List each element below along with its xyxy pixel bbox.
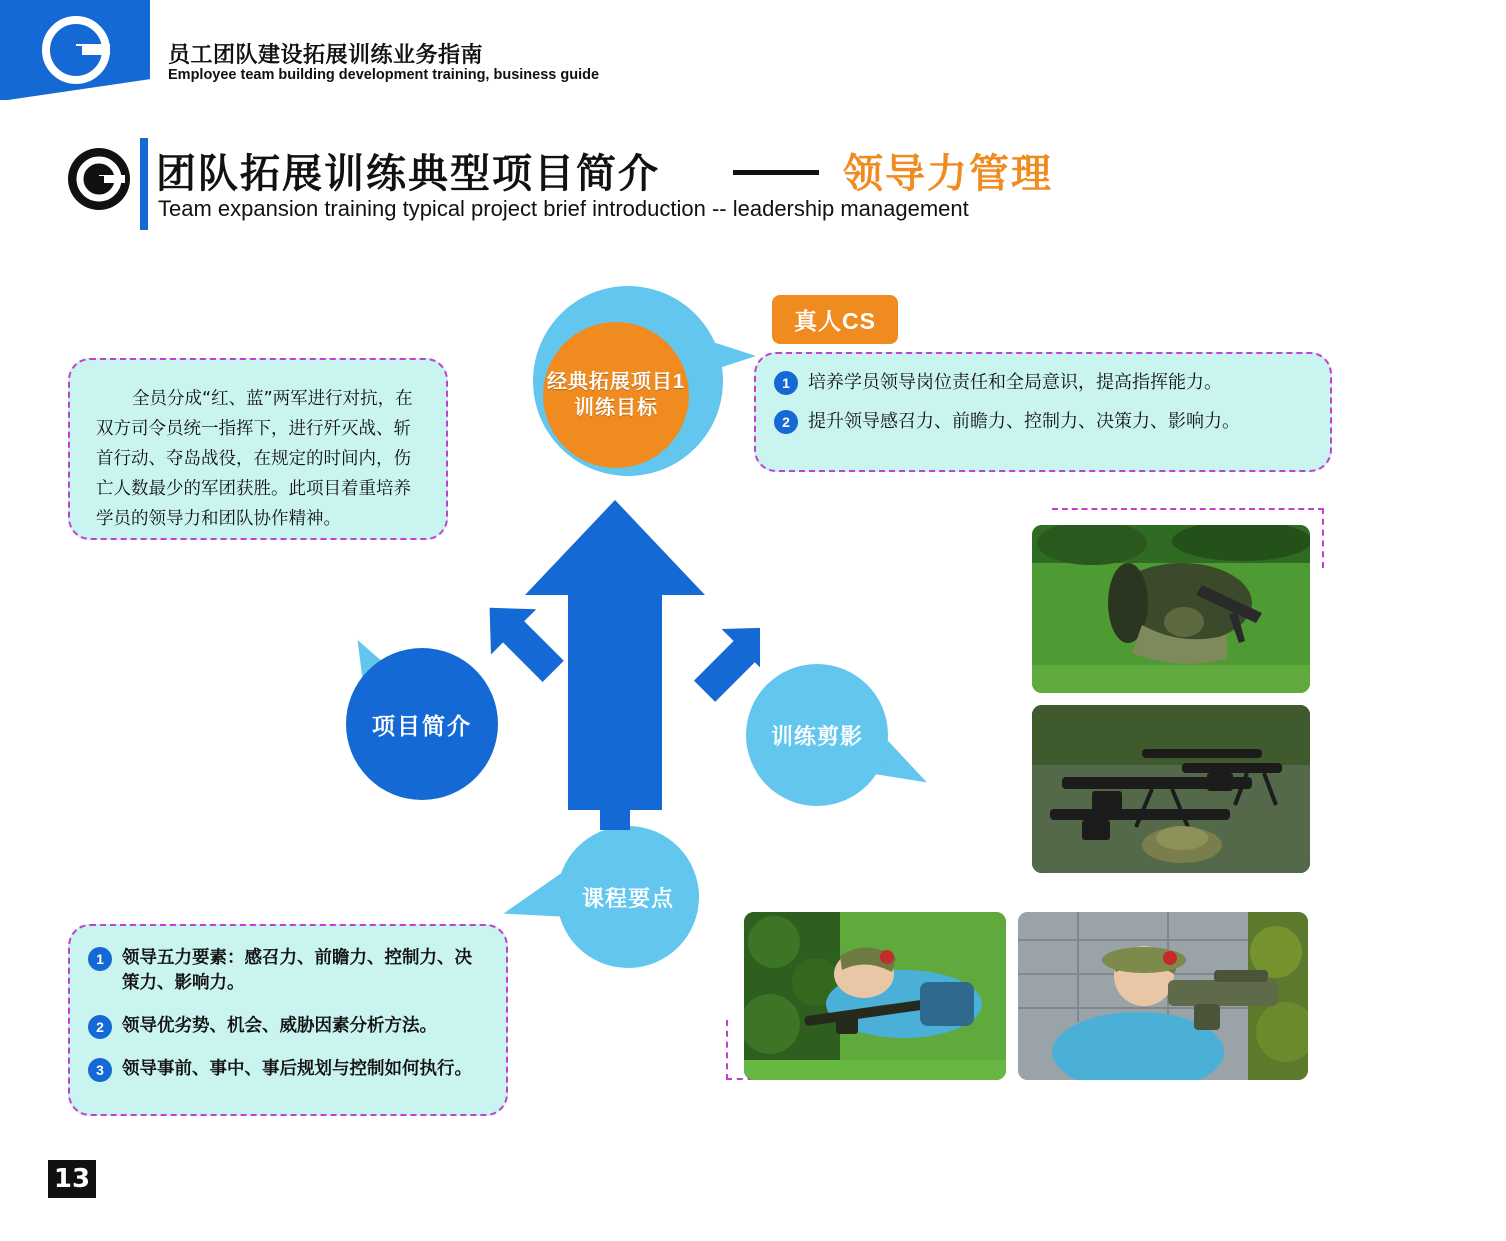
photo-soldier-barrel-image bbox=[1032, 525, 1310, 693]
photo-soldier-barrel bbox=[1032, 525, 1310, 693]
section-title-cn: 团队拓展训练典型项目简介 bbox=[156, 152, 660, 196]
list-item-label: 培养学员领导岗位责任和全局意识，提高指挥能力。 bbox=[808, 372, 1222, 393]
photo-trainee-aiming-image bbox=[1018, 912, 1308, 1080]
arrow-icon bbox=[470, 500, 760, 830]
upward-arrow-graphic bbox=[470, 500, 760, 830]
photo-trainee-aiming bbox=[1018, 912, 1308, 1080]
photo-trainee-prone bbox=[744, 912, 1006, 1080]
course-points-box bbox=[68, 924, 508, 1116]
list-item-number: 2 bbox=[88, 1015, 112, 1039]
header-title-en: Employee team building development training, business guide bbox=[168, 67, 600, 83]
list-item bbox=[88, 1014, 488, 1039]
intro-text-box bbox=[68, 358, 448, 540]
section-title-en: Team expansion training typical project brief introduction -- leadership management bbox=[158, 196, 969, 221]
list-item-number: 1 bbox=[774, 371, 798, 395]
photo-rifles-on-table bbox=[1032, 705, 1310, 873]
section-accent-bar bbox=[140, 138, 148, 230]
section-title-accent: 领导力管理 bbox=[843, 152, 1053, 196]
page-number: 13 bbox=[48, 1160, 96, 1198]
list-item bbox=[774, 370, 1312, 395]
node-course-points-label: 课程要点 bbox=[581, 885, 674, 911]
header-title-cn: 员工团队建设拓展训练业务指南 bbox=[168, 42, 484, 67]
list-item bbox=[88, 1057, 488, 1082]
list-item-number: 1 bbox=[88, 947, 112, 971]
photo-trainee-prone-image bbox=[744, 912, 1006, 1080]
section-mark-icon bbox=[68, 148, 130, 210]
list-item-label: 领导事前、事中、事后规划与控制如何执行。 bbox=[122, 1059, 472, 1079]
node-training-highlights-label: 训练剪影 bbox=[770, 723, 863, 749]
brand-logo-icon bbox=[42, 16, 110, 84]
list-item-label: 提升领导感召力、前瞻力、控制力、决策力、影响力。 bbox=[808, 411, 1240, 432]
list-item bbox=[774, 409, 1312, 434]
section-logo-icon bbox=[68, 148, 130, 210]
list-item-number: 2 bbox=[774, 410, 798, 434]
list-item bbox=[88, 946, 488, 996]
node-course-points[interactable] bbox=[557, 826, 699, 968]
list-item-label: 领导优劣势、机会、威胁因素分析方法。 bbox=[122, 1016, 437, 1036]
intro-text: 全员分成“红、蓝”两军进行对抗，在双方司令员统一指挥下，进行歼灭战、斩首行动、夺岛战役，在规定的时间内，伤亡人数最少的军团获胜。此项目着重培养学员的领导力和团队协作精神。 bbox=[96, 389, 413, 529]
status-badge: 真人CS bbox=[772, 295, 898, 344]
center-node-line2: 训练目标 bbox=[574, 397, 658, 419]
photo-rifles-image bbox=[1032, 705, 1310, 873]
list-item-label: 领导五力要素：感召力、前瞻力、控制力、决策力、影响力。 bbox=[122, 948, 472, 993]
training-goals-box bbox=[754, 352, 1332, 472]
node-training-highlights[interactable] bbox=[746, 664, 888, 806]
center-node-line1: 经典拓展项目1 bbox=[546, 371, 686, 393]
brand-logo-ring-icon bbox=[42, 16, 110, 84]
center-node[interactable] bbox=[543, 322, 689, 468]
section-divider-dash bbox=[733, 170, 819, 175]
list-item-number: 3 bbox=[88, 1058, 112, 1082]
node-project-intro-label: 项目简介 bbox=[372, 712, 472, 739]
